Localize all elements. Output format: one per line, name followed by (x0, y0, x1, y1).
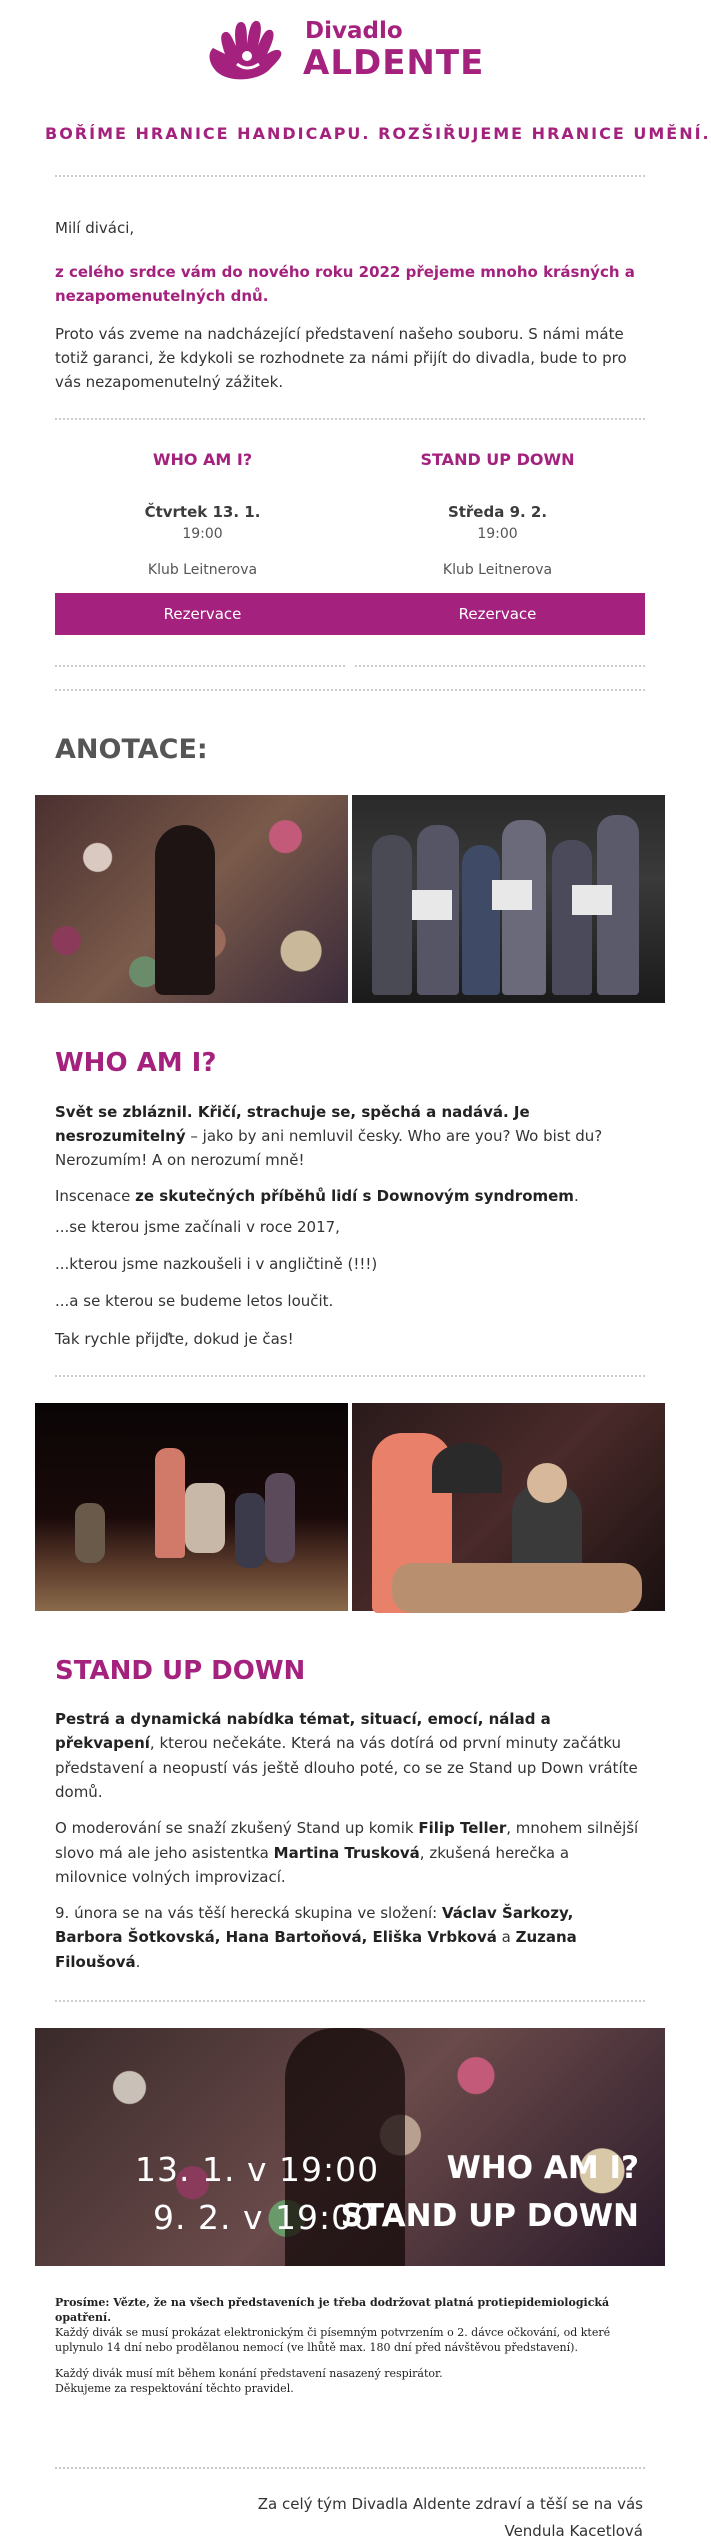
text-segment: , mnohem silnější slovo má ale jeho asistentka (55, 1819, 639, 1862)
who-am-i-photos (35, 795, 665, 1003)
email-body (35, 0, 711, 2544)
text-segment: Inscenace (55, 1186, 136, 1205)
stage-photo (35, 1403, 348, 1611)
event-time: 19:00 (182, 526, 223, 543)
text-segment-bold: ze skutečných příběhů lidí s Downovým syndromem (135, 1186, 574, 1205)
divider (55, 689, 645, 691)
text-segment: a (496, 1928, 516, 1947)
event-who-am-i (55, 448, 350, 635)
reservation-button-who-am-i[interactable]: Rezervace (55, 593, 350, 635)
who-am-i-lead-rest: – jako by ani nemluvil česky. Who are you? Wo bist du? Nerozumím! A on nerozumí mně! (55, 1126, 603, 1170)
text-segment: . (135, 1952, 141, 1971)
header (35, 0, 665, 110)
stand-up-down-paragraph-3 (55, 1901, 645, 1974)
comedian-photo (352, 1403, 665, 1611)
notice-line-1: Každý divák se musí prokázat elektronickým či písemným potvrzením o 2. dávce očkování, od které uplynulo 14 dní nebo prodělanou nemocí (ve lhůtě max. 180 dní před návštěvou představení). (55, 2325, 611, 2354)
events-section (35, 448, 665, 635)
banner-date-1: 13. 1. v 19:00 (135, 2150, 380, 2190)
who-am-i-lead: Svět se zbláznil. Křičí, strachuje se, spěchá a nadává. Je nesrozumitelný (55, 1102, 530, 1145)
hand-logo-icon (203, 14, 295, 86)
stand-up-down-paragraph-2 (55, 1816, 645, 1889)
divider (55, 2000, 645, 2002)
text-segment: . (573, 1186, 579, 1205)
who-am-i-section (35, 1043, 665, 1350)
text-segment-bold: Filip Teller (418, 1819, 507, 1838)
greeting: Milí diváci, (55, 218, 135, 237)
intro-section (35, 217, 665, 394)
signature (35, 2493, 665, 2544)
stand-up-down-paragraph-1 (55, 1707, 645, 1804)
reservation-button-stand-up-down[interactable]: Rezervace (350, 593, 645, 635)
who-am-i-heading: WHO AM I? (55, 1048, 217, 1079)
stand-up-down-heading: STAND UP DOWN (55, 1655, 306, 1686)
who-am-i-paragraph-1 (55, 1100, 645, 1173)
event-venue: Klub Leitnerova (147, 561, 258, 578)
signature-line-1: Za celý tým Divadla Aldente zdraví a těší se na vás (257, 2495, 643, 2514)
event-time: 19:00 (477, 526, 518, 543)
divider (55, 665, 345, 667)
divider (55, 2467, 645, 2469)
notice-bold: Prosíme: Vězte, že na všech představeních je třeba dodržovat platná protiepidemiologická opatření. (55, 2296, 610, 2324)
event-venue: Klub Leitnerova (442, 561, 553, 578)
stand-up-down-section (35, 1651, 665, 1974)
text-segment: , kterou nečekáte. Která na vás dotírá od první minuty začátku představení a neopustí vás ještě dlouho poté, co se ze Stand up Down vrátíte domů. (55, 1734, 638, 1801)
covid-notice (35, 2296, 665, 2397)
who-am-i-line-4: Tak rychle přijďte, dokud je čas! (55, 1329, 294, 1348)
divider (55, 1375, 645, 1377)
divider-pair (35, 665, 665, 667)
performer-photo (35, 795, 348, 1003)
group-photo (352, 795, 665, 1003)
text-segment-bold: Martina Trusková (273, 1843, 420, 1862)
text-segment: , zkušená herečka a milovnice volných improvizací. (55, 1843, 570, 1886)
who-am-i-line-1: ...se kterou jsme začínali v roce 2017, (55, 1217, 340, 1236)
event-title: STAND UP DOWN (420, 450, 575, 470)
notice-line-2: Každý divák musí mít během konání představení nasazený respirátor. (55, 2367, 443, 2381)
banner-date-2: 9. 2. v 19:00 (153, 2198, 376, 2238)
divider (55, 418, 645, 420)
text-segment-bold: Pestrá a dynamická nabídka témat, situací, emocí, nálad a překvapení (55, 1710, 551, 1753)
tagline: BOŘÍME HRANICE HANDICAPU. ROZŠIŘUJEME HRANICE UMĚNÍ. (45, 124, 711, 143)
promo-banner (35, 2028, 665, 2266)
text-segment-bold: Václav Šarkozy, Barbora Šotkovská, Hana Bartoňová, Eliška Vrbková (55, 1904, 574, 1947)
logo-text-aldente: ALDENTE (303, 43, 485, 83)
invitation-text: Proto vás zveme na nadcházející představení našeho souboru. S námi máte totiž garanci, že kdykoli se rozhodnete za námi přijít do divadla, bude to pro vás nezapomenutelný zážitek. (55, 325, 627, 392)
text-segment: 9. února se na vás těší herecká skupina ve složení: (55, 1904, 442, 1923)
stand-up-down-photos (35, 1403, 665, 1611)
banner-title-2: STAND UP DOWN (340, 2198, 639, 2235)
who-am-i-line-2: ...kterou jsme nazkoušeli i v angličtině (!!!) (55, 1255, 378, 1273)
anotace-heading: ANOTACE: (55, 734, 208, 766)
who-am-i-paragraph-2 (55, 1185, 645, 1208)
logo-text-divadlo: Divadlo (305, 18, 403, 44)
event-date: Čtvrtek 13. 1. (144, 502, 261, 521)
event-title: WHO AM I? (152, 450, 253, 470)
text-segment: O moderování se snaží zkušený Stand up komik (55, 1819, 419, 1838)
banner-title-1: WHO AM I? (446, 2150, 639, 2187)
new-year-wish: z celého srdce vám do nového roku 2022 přejeme mnoho krásných a nezapomenutelných dnů. (55, 263, 635, 306)
notice-line-3: Děkujeme za respektování těchto pravidel. (55, 2382, 294, 2396)
event-stand-up-down (350, 448, 645, 635)
who-am-i-line-3: ...a se kterou se budeme letos loučit. (55, 1292, 334, 1311)
event-date: Středa 9. 2. (447, 502, 548, 521)
divider (55, 175, 645, 177)
divider (355, 665, 645, 667)
signature-name: Vendula Kacetlová (504, 2522, 643, 2541)
text-segment-bold: Zuzana Filoušová (55, 1928, 577, 1971)
